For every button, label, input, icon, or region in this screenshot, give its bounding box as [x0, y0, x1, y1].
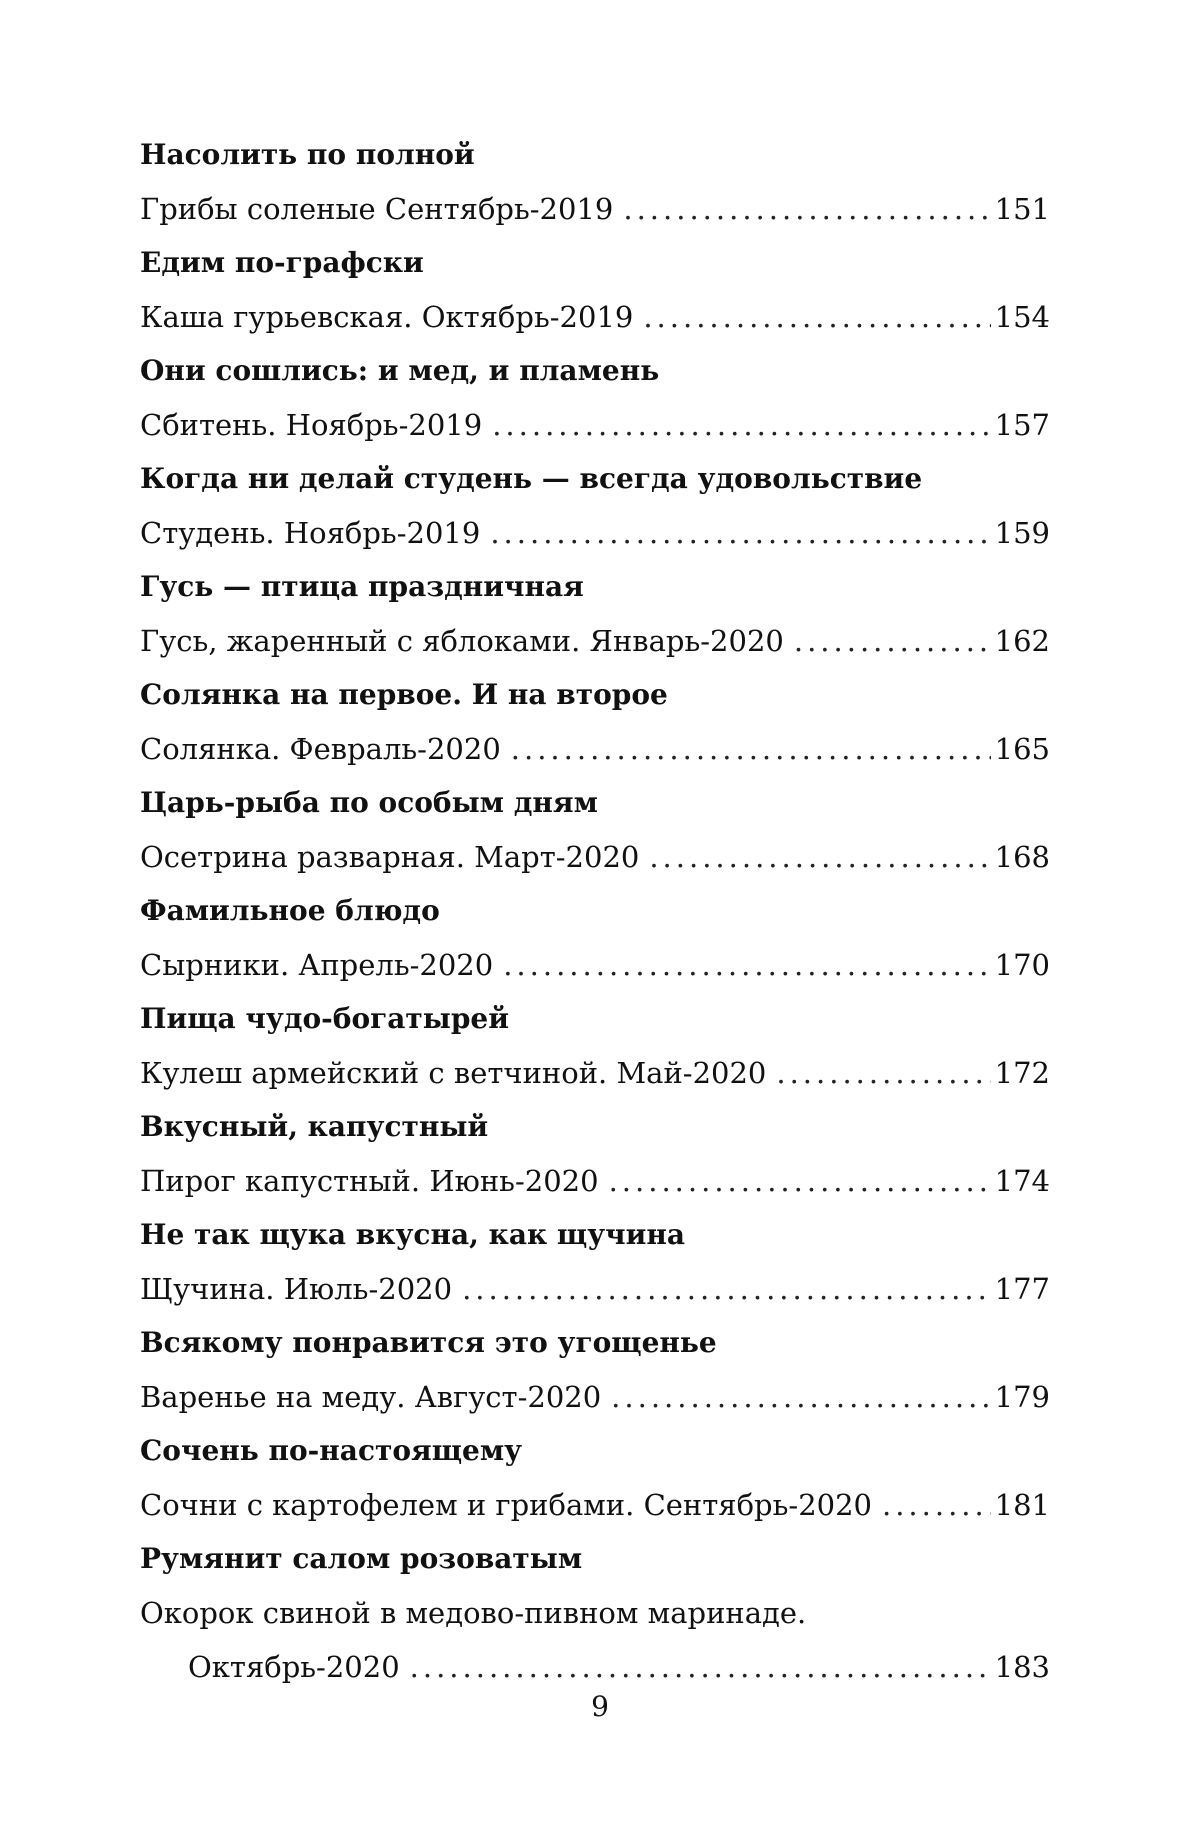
toc-entry-line [140, 1264, 1050, 1318]
toc-entry [140, 994, 1050, 1102]
toc-entry-title: Когда ни делай студень — всегда удовольствие [140, 462, 923, 495]
toc-entry-text: Осетрина разварная. Март-2020 [140, 840, 640, 874]
toc-entry-line [140, 508, 1050, 562]
dot-leader [609, 1156, 991, 1206]
toc-entry-line [140, 1048, 1050, 1102]
table-of-contents [140, 130, 1050, 1696]
toc-entry-page: 159 [994, 516, 1050, 550]
toc-entry-line [140, 832, 1050, 886]
toc-entry-line [140, 1480, 1050, 1534]
toc-entry-title: Они сошлись: и мед, и пламень [140, 354, 660, 387]
toc-entry-line [140, 400, 1050, 454]
toc-entry-title: Пища чудо-богатырей [140, 1002, 510, 1035]
toc-entry-text: Сочни с картофелем и грибами. Сентябрь-2020 [140, 1488, 872, 1522]
toc-entry [140, 346, 1050, 454]
toc-entry-text: Грибы соленые Сентябрь-2019 [140, 192, 614, 226]
dot-leader [882, 1480, 991, 1530]
toc-entry-page: 181 [994, 1488, 1050, 1522]
toc-entries [140, 130, 1050, 1534]
toc-entry-text: Гусь, жаренный с яблоками. Январь-2020 [140, 624, 784, 658]
dot-leader [462, 1264, 991, 1314]
toc-entry [140, 130, 1050, 238]
toc-entry [140, 1318, 1050, 1426]
toc-entry-text: Солянка. Февраль-2020 [140, 732, 501, 766]
dot-leader [410, 1642, 991, 1692]
toc-entry-line [140, 292, 1050, 346]
toc-entry-title: Фамильное блюдо [140, 894, 440, 927]
toc-entry [140, 1102, 1050, 1210]
toc-entry-page: 179 [994, 1380, 1050, 1414]
toc-entry-title: Солянка на первое. И на второе [140, 678, 668, 711]
toc-entry [140, 1210, 1050, 1318]
toc-entry-title: Сочень по-настоящему [140, 1434, 523, 1467]
toc-entry-page: 170 [994, 948, 1050, 982]
toc-entry-title: Гусь — птица праздничная [140, 570, 584, 603]
toc-entry [140, 670, 1050, 778]
toc-entry-page: 151 [994, 192, 1050, 226]
toc-entry [140, 562, 1050, 670]
toc-entry-title: Румянит салом розоватым [140, 1542, 583, 1575]
toc-entry-page: 165 [994, 732, 1050, 766]
toc-entry-title: Едим по-графски [140, 246, 424, 279]
toc-entry-text: Каша гурьевская. Октябрь-2019 [140, 300, 634, 334]
dot-leader [794, 616, 991, 666]
toc-entry-page: 177 [994, 1272, 1050, 1306]
toc-entry-title: Всякому понравится это угощенье [140, 1326, 717, 1359]
toc-entry-title: Вкусный, капустный [140, 1110, 489, 1143]
dot-leader [492, 400, 990, 450]
toc-entry-text: Студень. Ноябрь-2019 [140, 516, 481, 550]
toc-entry-title: Насолить по полной [140, 138, 475, 171]
toc-entry-line [140, 940, 1050, 994]
toc-entry-title: Не так щука вкусна, как щучина [140, 1218, 686, 1251]
toc-entry-line [140, 616, 1050, 670]
toc-entry-page: 154 [994, 300, 1050, 334]
toc-entry-text-continued: Октябрь-2020 [188, 1650, 400, 1684]
toc-entry [140, 238, 1050, 346]
toc-entry [140, 1426, 1050, 1534]
toc-entry-line [140, 1372, 1050, 1426]
dot-leader [643, 292, 990, 342]
toc-entry-page: 183 [994, 1650, 1050, 1684]
dot-leader [611, 1372, 990, 1422]
toc-entry-text: Пирог капустный. Июнь-2020 [140, 1164, 599, 1198]
toc-entry-text: Варенье на меду. Август-2020 [140, 1380, 602, 1414]
toc-entry-page: 174 [994, 1164, 1050, 1198]
dot-leader [776, 1048, 990, 1098]
toc-entry [140, 454, 1050, 562]
toc-entry-page: 168 [994, 840, 1050, 874]
dot-leader [511, 724, 991, 774]
dot-leader [649, 832, 990, 882]
toc-entry-line [140, 184, 1050, 238]
dot-leader [623, 184, 990, 234]
toc-entry-line [140, 724, 1050, 778]
toc-entry-page: 172 [994, 1056, 1050, 1090]
toc-entry-line [140, 1156, 1050, 1210]
toc-entry-page: 162 [994, 624, 1050, 658]
dot-leader [503, 940, 990, 990]
toc-entry-text: Сырники. Апрель-2020 [140, 948, 494, 982]
toc-entry [140, 778, 1050, 886]
toc-entry-text: Кулеш армейский с ветчиной. Май-2020 [140, 1056, 767, 1090]
toc-entry [140, 886, 1050, 994]
toc-entry-text: Щучина. Июль-2020 [140, 1272, 453, 1306]
toc-entry-line [140, 1642, 1050, 1696]
page-number: 9 [591, 1690, 609, 1723]
toc-entry [140, 1534, 1050, 1696]
toc-entry-title: Царь-рыба по особым дням [140, 786, 598, 819]
toc-entry-text: Окорок свиной в медово-пивном маринаде. [140, 1596, 807, 1630]
dot-leader [490, 508, 990, 558]
toc-entry-text: Сбитень. Ноябрь-2019 [140, 408, 483, 442]
toc-entry-page: 157 [994, 408, 1050, 442]
